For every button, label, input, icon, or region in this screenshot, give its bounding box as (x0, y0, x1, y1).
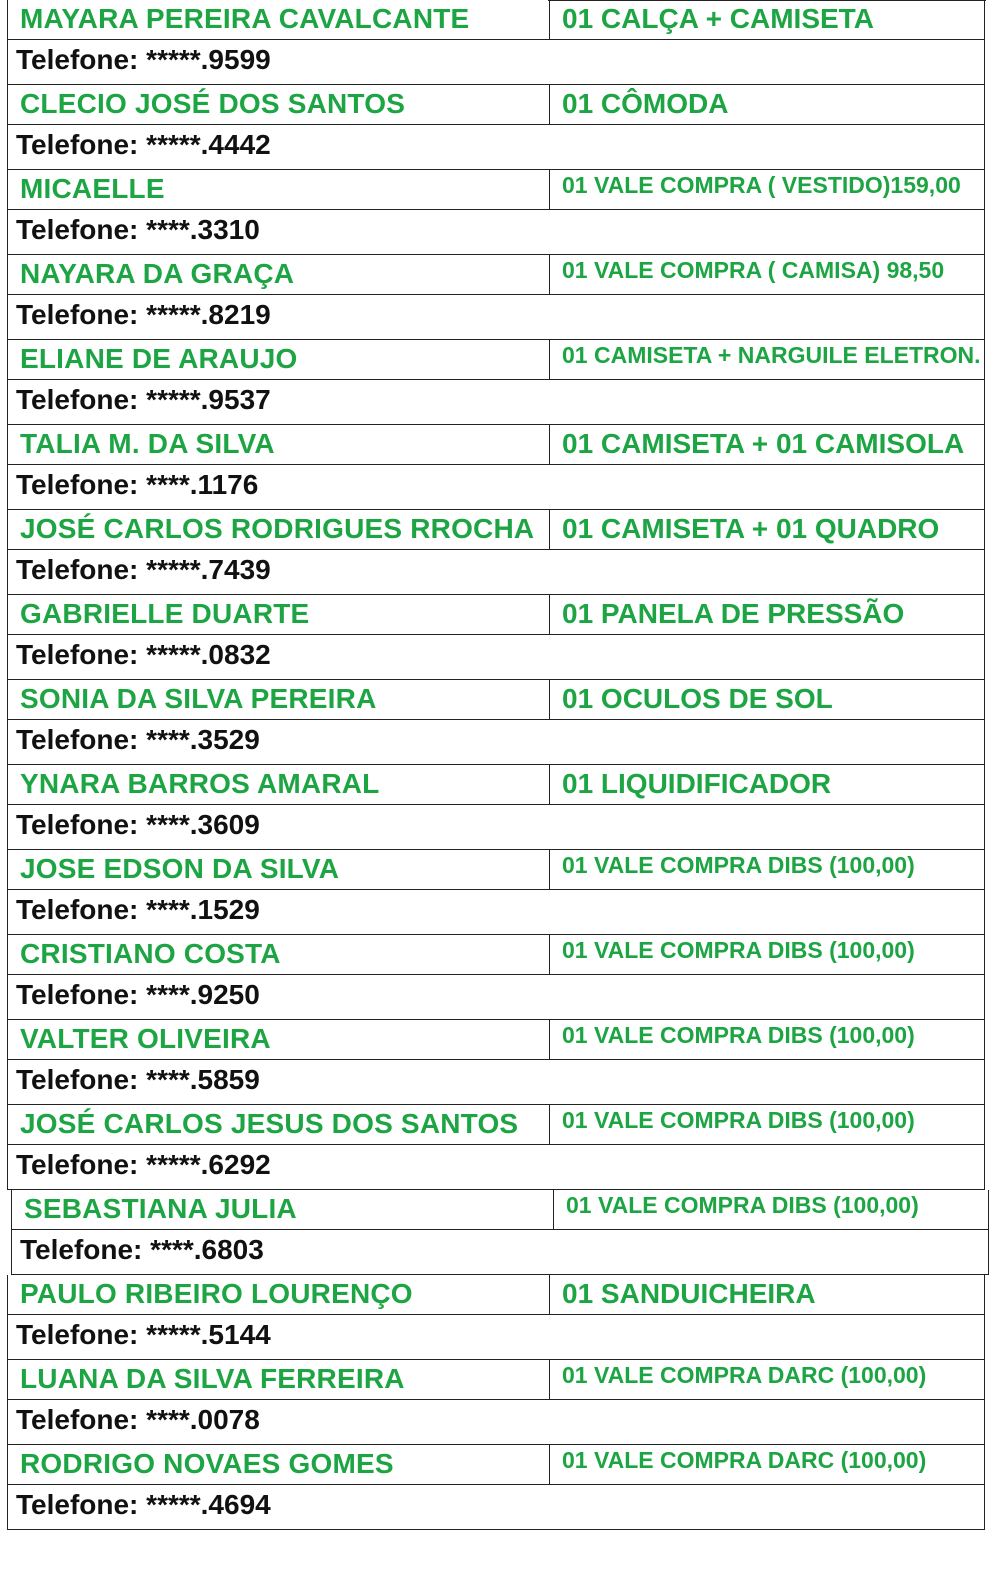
winner-prize: 01 LIQUIDIFICADOR (562, 768, 832, 799)
phone-value: ****.6803 (150, 1234, 264, 1265)
phone-label: Telefone: (16, 1404, 139, 1435)
winner-name: MAYARA PEREIRA CAVALCANTE (20, 3, 470, 34)
winner-top-row (8, 850, 984, 890)
winner-top-row (8, 510, 984, 550)
phone-value: *****.9537 (146, 384, 271, 415)
winner-top-row (8, 1020, 984, 1060)
prize-cell (549, 1445, 984, 1485)
phone-label: Telefone: (16, 214, 139, 245)
winner-name: SEBASTIANA JULIA (24, 1193, 297, 1224)
winner-phone-line (16, 639, 271, 671)
phone-label: Telefone: (16, 129, 139, 160)
phone-value: *****.8219 (146, 299, 271, 330)
winner-top-row (8, 765, 984, 805)
phone-label: Telefone: (16, 809, 139, 840)
winner-top-row (8, 1360, 984, 1400)
winner-entry-6 (7, 425, 985, 510)
winner-prize: 01 VALE COMPRA ( VESTIDO)159,00 (562, 172, 961, 198)
winner-prize: 01 CAMISETA + NARGUILE ELETRON. (562, 342, 981, 368)
winner-phone-line (16, 1064, 260, 1096)
prize-cell (553, 1190, 988, 1230)
winner-prize: 01 CÔMODA (562, 88, 729, 119)
phone-value: ****.5859 (146, 1064, 260, 1095)
winner-name: TALIA M. DA SILVA (20, 428, 275, 459)
winner-phone-line (16, 1319, 271, 1351)
winner-entry-3 (7, 170, 985, 255)
phone-value: ****.0078 (146, 1404, 260, 1435)
winner-phone-line (16, 979, 260, 1011)
winner-name: CLECIO JOSÉ DOS SANTOS (20, 88, 406, 119)
winner-top-row (8, 170, 984, 210)
winner-name: LUANA DA SILVA FERREIRA (20, 1363, 405, 1394)
winner-name: CRISTIANO COSTA (20, 938, 281, 969)
prize-cell (549, 935, 984, 975)
prize-cell (549, 340, 984, 380)
winner-prize: 01 VALE COMPRA DIBS (100,00) (562, 1107, 915, 1133)
winner-name: GABRIELLE DUARTE (20, 598, 310, 629)
winner-top-row (8, 85, 984, 125)
phone-label: Telefone: (16, 44, 139, 75)
winner-phone-line (16, 554, 271, 586)
winner-entry-2 (7, 85, 985, 170)
phone-label: Telefone: (16, 1319, 139, 1350)
phone-value: ****.3310 (146, 214, 260, 245)
winner-entry-13 (7, 1020, 985, 1105)
winner-entry-10 (7, 765, 985, 850)
winner-phone-line (16, 469, 258, 501)
winner-phone-line (16, 1489, 271, 1521)
winner-entry-17 (7, 1360, 985, 1445)
winner-entry-9 (7, 680, 985, 765)
phone-label: Telefone: (16, 1489, 139, 1520)
winner-top-row (8, 340, 984, 380)
phone-label: Telefone: (16, 979, 139, 1010)
winner-top-row (8, 1445, 984, 1485)
phone-label: Telefone: (16, 639, 139, 670)
winner-phone-line (16, 299, 271, 331)
winner-prize: 01 OCULOS DE SOL (562, 683, 833, 714)
winner-entry-16 (7, 1275, 985, 1360)
winner-phone-line (16, 214, 260, 246)
prize-cell (549, 425, 984, 465)
winner-name: VALTER OLIVEIRA (20, 1023, 271, 1054)
prize-cell (549, 680, 984, 720)
phone-label: Telefone: (20, 1234, 143, 1265)
winner-name: NAYARA DA GRAÇA (20, 258, 295, 289)
winner-name: RODRIGO NOVAES GOMES (20, 1448, 394, 1479)
winner-top-row (8, 1275, 984, 1315)
phone-label: Telefone: (16, 1064, 139, 1095)
winner-entry-14 (7, 1105, 985, 1190)
winner-entry-4 (7, 255, 985, 340)
prize-cell (549, 255, 984, 295)
winner-entry-8 (7, 595, 985, 680)
winner-entry-5 (7, 340, 985, 425)
winner-name: YNARA BARROS AMARAL (20, 768, 380, 799)
winner-phone-line (16, 44, 271, 76)
winner-prize: 01 VALE COMPRA DIBS (100,00) (562, 1022, 915, 1048)
winner-prize: 01 VALE COMPRA ( CAMISA) 98,50 (562, 257, 945, 283)
winner-prize: 01 VALE COMPRA DIBS (100,00) (562, 852, 915, 878)
phone-label: Telefone: (16, 1149, 139, 1180)
winner-name: JOSE EDSON DA SILVA (20, 853, 340, 884)
winner-entry-11 (7, 850, 985, 935)
phone-value: ****.9250 (146, 979, 260, 1010)
winner-entry-15 (11, 1190, 989, 1275)
winner-top-row (12, 1190, 988, 1230)
winner-name: JOSÉ CARLOS RODRIGUES RROCHA (20, 513, 535, 544)
winner-phone-line (16, 129, 271, 161)
winner-name: MICAELLE (20, 173, 165, 204)
winner-entry-7 (7, 510, 985, 595)
winner-name: PAULO RIBEIRO LOURENÇO (20, 1278, 413, 1309)
winner-entry-18 (7, 1445, 985, 1530)
winner-top-row (8, 680, 984, 720)
phone-value: *****.6292 (146, 1149, 271, 1180)
phone-label: Telefone: (16, 554, 139, 585)
phone-value: *****.4442 (146, 129, 271, 160)
phone-value: ****.1176 (146, 469, 259, 500)
winner-prize: 01 CALÇA + CAMISETA (562, 3, 874, 34)
winner-name: JOSÉ CARLOS JESUS DOS SANTOS (20, 1108, 519, 1139)
winner-entry-12 (7, 935, 985, 1020)
winner-name: ELIANE DE ARAUJO (20, 343, 298, 374)
winner-top-row (8, 1105, 984, 1145)
phone-value: *****.7439 (146, 554, 271, 585)
winner-phone-line (16, 894, 260, 926)
phone-value: ****.3529 (146, 724, 260, 755)
winner-phone-line (16, 1404, 260, 1436)
winner-top-row (8, 595, 984, 635)
prize-cell (549, 850, 984, 890)
prize-cell (549, 1360, 984, 1400)
prize-cell (549, 765, 984, 805)
phone-value: *****.5144 (146, 1319, 271, 1350)
phone-label: Telefone: (16, 894, 139, 925)
prize-cell (549, 1105, 984, 1145)
prize-cell (549, 1275, 984, 1315)
phone-label: Telefone: (16, 469, 139, 500)
winner-prize: 01 PANELA DE PRESSÃO (562, 598, 905, 629)
phone-value: ****.1529 (146, 894, 260, 925)
winner-phone-line (16, 724, 260, 756)
prize-cell (549, 0, 984, 40)
prize-cell (549, 510, 984, 550)
phone-value: *****.4694 (146, 1489, 271, 1520)
winner-name: SONIA DA SILVA PEREIRA (20, 683, 377, 714)
winner-prize: 01 VALE COMPRA DARC (100,00) (562, 1447, 927, 1473)
phone-value: *****.9599 (146, 44, 271, 75)
winner-prize: 01 CAMISETA + 01 CAMISOLA (562, 428, 965, 459)
winner-prize: 01 CAMISETA + 01 QUADRO (562, 513, 940, 544)
winner-prize: 01 VALE COMPRA DIBS (100,00) (566, 1192, 919, 1218)
phone-label: Telefone: (16, 299, 139, 330)
winner-phone-line (20, 1234, 264, 1266)
prize-cell (549, 85, 984, 125)
phone-label: Telefone: (16, 724, 139, 755)
phone-value: *****.0832 (146, 639, 271, 670)
phone-label: Telefone: (16, 384, 139, 415)
winner-top-row (8, 935, 984, 975)
prize-cell (549, 595, 984, 635)
winner-phone-line (16, 384, 271, 416)
winner-prize: 01 SANDUICHEIRA (562, 1278, 816, 1309)
phone-value: ****.3609 (146, 809, 260, 840)
winner-top-row (8, 425, 984, 465)
winner-prize: 01 VALE COMPRA DARC (100,00) (562, 1362, 927, 1388)
prize-cell (549, 1020, 984, 1060)
winner-phone-line (16, 1149, 271, 1181)
winner-phone-line (16, 809, 260, 841)
prize-cell (549, 170, 984, 210)
winner-entry-1 (7, 0, 985, 85)
winner-top-row (8, 0, 984, 40)
winner-top-row (8, 255, 984, 295)
winner-prize: 01 VALE COMPRA DIBS (100,00) (562, 937, 915, 963)
